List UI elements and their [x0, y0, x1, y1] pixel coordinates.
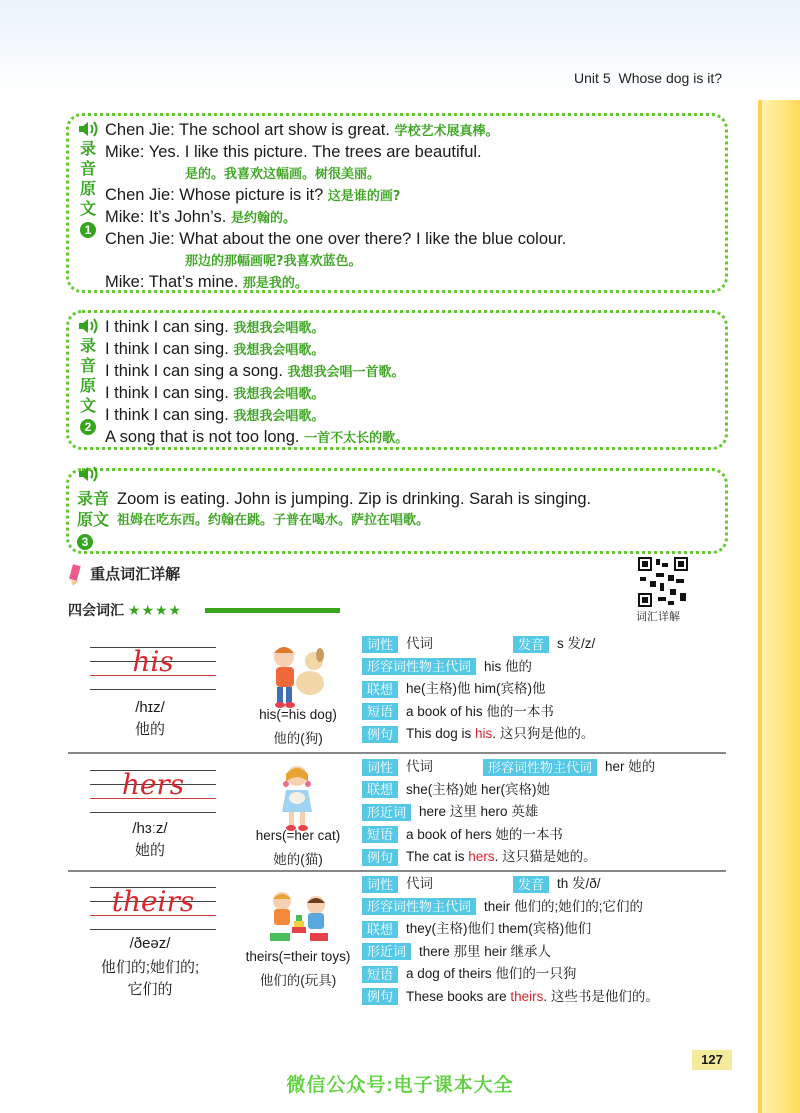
- boy-with-dog-illustration: [264, 639, 330, 709]
- word-meaning: 她的: [134, 842, 165, 859]
- unit-label: Unit 5: [574, 70, 611, 86]
- transcript-line: 祖姆在吃东西。约翰在跳。子普在喝水。萨拉在唱歌。: [117, 513, 430, 528]
- audio-tag: 录 音 原 文 2: [75, 317, 101, 437]
- transcript-line: I think I can sing. 我想我会唱歌。: [105, 340, 325, 358]
- handwriting-lines: [90, 760, 216, 820]
- word-meaning: 它们的: [127, 981, 173, 998]
- speaker-icon[interactable]: [77, 120, 99, 138]
- picture-caption: theirs(=their toys): [245, 949, 351, 964]
- picture-caption: hers(=her cat): [255, 828, 341, 843]
- transcript-line: I think I can sing. 我想我会唱歌。: [105, 318, 325, 336]
- transcript-line: Mike: It’s John’s. 是约翰的。: [105, 208, 296, 226]
- speaker-icon[interactable]: [77, 317, 99, 335]
- word-details: 词性 代词 发音 s 发/z/ 形容词性物主代词 his 他的 联想 he(主格)他 him(宾格)他 短语 a book of his 他的一本书 例句 This dog is his. 这只狗是他的。: [362, 633, 732, 746]
- transcript-line: Chen Jie: The school art show is great. 学校艺术展真棒。: [105, 121, 499, 139]
- transcript-line: Zoom is eating. John is jumping. Zip is drinking. Sarah is singing.: [117, 490, 592, 508]
- transcript-lines: [105, 317, 717, 449]
- transcript-line: I think I can sing. 我想我会唱歌。: [105, 406, 325, 424]
- book-edge: [758, 100, 800, 1113]
- picture-caption-zh: 他的(狗): [273, 731, 323, 746]
- section-title: 重点词汇详解: [68, 563, 180, 586]
- picture-caption-zh: 她的(猫): [273, 852, 323, 867]
- word-script: his: [132, 645, 174, 678]
- girl-with-cat-illustration: [264, 762, 330, 832]
- audio-transcript-1: [66, 113, 728, 293]
- speaker-icon[interactable]: [77, 465, 99, 483]
- transcript-line: A song that is not too long. 一首不太长的歌。: [105, 428, 409, 446]
- word-script: hers: [121, 768, 185, 801]
- vocab-level: 四会词汇 ★★★★: [68, 602, 183, 618]
- footer-watermark: 微信公众号:电子课本大全: [286, 1075, 514, 1096]
- transcript-line: 是的。我喜欢这幅画。树很美丽。: [185, 167, 381, 182]
- audio-transcript-2: [66, 310, 728, 450]
- picture-caption-zh: 他们的(玩具): [259, 973, 337, 988]
- transcript-number: 2: [80, 419, 96, 435]
- transcript-line: Chen Jie: What about the one over there? I like the blue colour.: [105, 230, 567, 248]
- word-entry-theirs: [68, 873, 728, 1013]
- word-details: 词性 代词 发音 th 发/ð/ 形容词性物主代词 their 他们的;她们的;它们的 联想 they(主格)他们 them(宾格)他们 形近词 there 那里 heir 继承人 短语 a dog of theirs 他们的一只狗 例句 These books are theirs. 这些书是他们的。: [362, 873, 732, 1008]
- transcript-lines: [105, 120, 717, 294]
- qr-label: 词汇详解: [636, 611, 680, 623]
- children-with-toys-illustration: [264, 887, 334, 947]
- row-divider: [68, 870, 726, 872]
- audio-tag: 录音 原文 3: [77, 491, 110, 549]
- picture-caption: his(=his dog): [259, 707, 337, 722]
- word-meaning: 他们的;她们的;: [100, 959, 200, 976]
- transcript-number: 3: [77, 534, 93, 550]
- word-entry-hers: [68, 756, 728, 870]
- handwriting-lines: [90, 637, 216, 697]
- transcript-line: Mike: Yes. I like this picture. The trees are beautiful.: [105, 143, 482, 161]
- transcript-number: 1: [80, 222, 96, 238]
- pencil-icon: [68, 564, 82, 586]
- word-meaning: 他的: [134, 721, 165, 738]
- audio-transcript-3: [66, 468, 728, 554]
- word-script: theirs: [111, 885, 195, 918]
- word-details: 词性 代词 形容词性物主代词 her 她的 联想 she(主格)她 her(宾格)她 形近词 here 这里 hero 英雄 短语 a book of hers 她的一本书 例句 The cat is hers. 这只猫是她的。: [362, 756, 732, 869]
- handwriting-lines: [90, 877, 216, 937]
- phonetic: /hɜːz/: [132, 820, 168, 837]
- star-icon: ★★★★: [127, 602, 183, 618]
- transcript-lines: [117, 489, 591, 531]
- level-underline: [205, 608, 340, 613]
- page-header: [570, 70, 722, 86]
- audio-tag: 录 音 原 文 1: [75, 120, 101, 240]
- qr-code[interactable]: [638, 557, 688, 607]
- transcript-line: I think I can sing a song. 我想我会唱一首歌。: [105, 362, 405, 380]
- unit-title: Whose dog is it?: [618, 70, 722, 86]
- transcript-line: Chen Jie: Whose picture is it? 这是谁的画?: [105, 186, 401, 204]
- word-entry-his: [68, 633, 728, 751]
- page-number: 127: [692, 1050, 732, 1070]
- phonetic: /hɪz/: [135, 699, 165, 716]
- phonetic: /ðeəz/: [129, 935, 171, 952]
- transcript-line: I think I can sing. 我想我会唱歌。: [105, 384, 325, 402]
- transcript-line: Mike: That’s mine. 那是我的。: [105, 273, 308, 291]
- transcript-line: 那边的那幅画呢?我喜欢蓝色。: [185, 254, 362, 269]
- row-divider: [68, 752, 726, 754]
